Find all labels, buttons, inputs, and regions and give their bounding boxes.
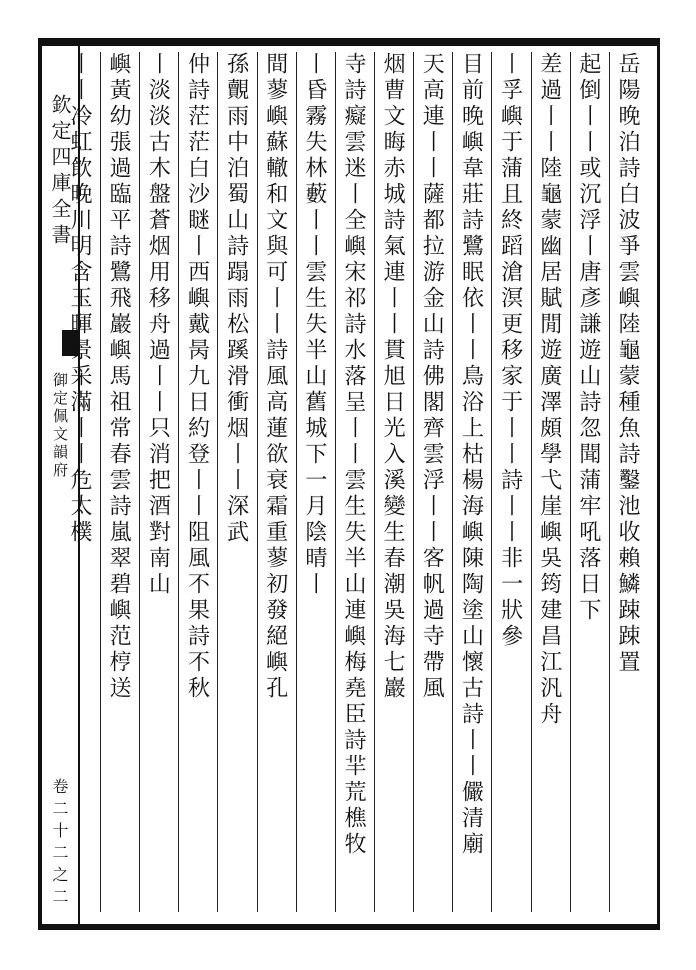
text-column: 丨孚嶼于蒲且終蹈滄溟更移家于丨丨詩丨丨非一狀參 xyxy=(491,52,530,912)
volume-title: 御定佩文韻府 xyxy=(51,372,69,480)
text-column: 起倒丨丨或沉浮丨唐彥謙遊山詩忽聞蒲牢吼落日下 xyxy=(570,52,609,912)
text-column: 岳陽晚泊詩白波爭雲嶼陸龜蒙種魚詩鑿池收賴鱗踈踈置 xyxy=(609,52,648,912)
text-columns xyxy=(62,52,648,912)
text-column: 間蓼嶼蘇轍和文與可丨丨詩風高蓮欲衰霜重蓼初發絕嶼孔 xyxy=(257,52,296,912)
text-column: 丨丨冷虹飲晚川明含玉暉景采滿丨丨危太樸 xyxy=(67,52,93,546)
top-border xyxy=(38,38,660,46)
text-column: 寺詩癡雲迷丨全嶼宋祁詩水落呈丨丨雲生失半山連嶼梅堯臣詩羋荒樵牧 xyxy=(335,52,374,912)
text-column: 目前晚嶼韋莊詩鷺眠依丨丨鳥浴上枯楊海嶼陳陶塗山懷古詩丨丨儼清廟 xyxy=(452,52,491,912)
left-border xyxy=(38,38,42,930)
right-border xyxy=(657,38,660,930)
text-column: 丨昏霧失林藪丨丨雲生失半山舊城下一月陰晴丨 xyxy=(296,52,335,912)
text-column: 烟曹文晦赤城詩氣連丨丨貫旭日光入溪變生春潮吳海七巖 xyxy=(374,52,413,912)
text-column: 丨淡淡古木盤蒼烟用移舟過丨丨只消把酒對南山 xyxy=(139,52,178,912)
text-column: 嶼黃幼張過臨平詩鷺飛巖嶼馬祖常春雲詩嵐翠碧嶼范梈送 xyxy=(100,52,139,912)
bottom-border xyxy=(38,924,660,930)
book-title: 欽定四庫全書 xyxy=(48,94,72,250)
text-column: 天高連丨丨薩都拉游金山詩佛閣齊雲浮丨丨客帆過寺帶風 xyxy=(413,52,452,912)
text-column: 仲詩茫茫白沙瞇丨西嶼戴昺九日約登丨丨阻風不果詩不秋 xyxy=(178,52,217,912)
page-number: 卷二十二之二 xyxy=(50,778,69,910)
text-column: 孫覿雨中泊蜀山詩蹋雨松蹊滑衝烟丨丨深武 xyxy=(217,52,256,912)
text-column: 差過丨丨陸龜蒙幽居賦閒遊廣澤頗學弋崖嶼吳筠建昌江汎舟 xyxy=(531,52,570,912)
